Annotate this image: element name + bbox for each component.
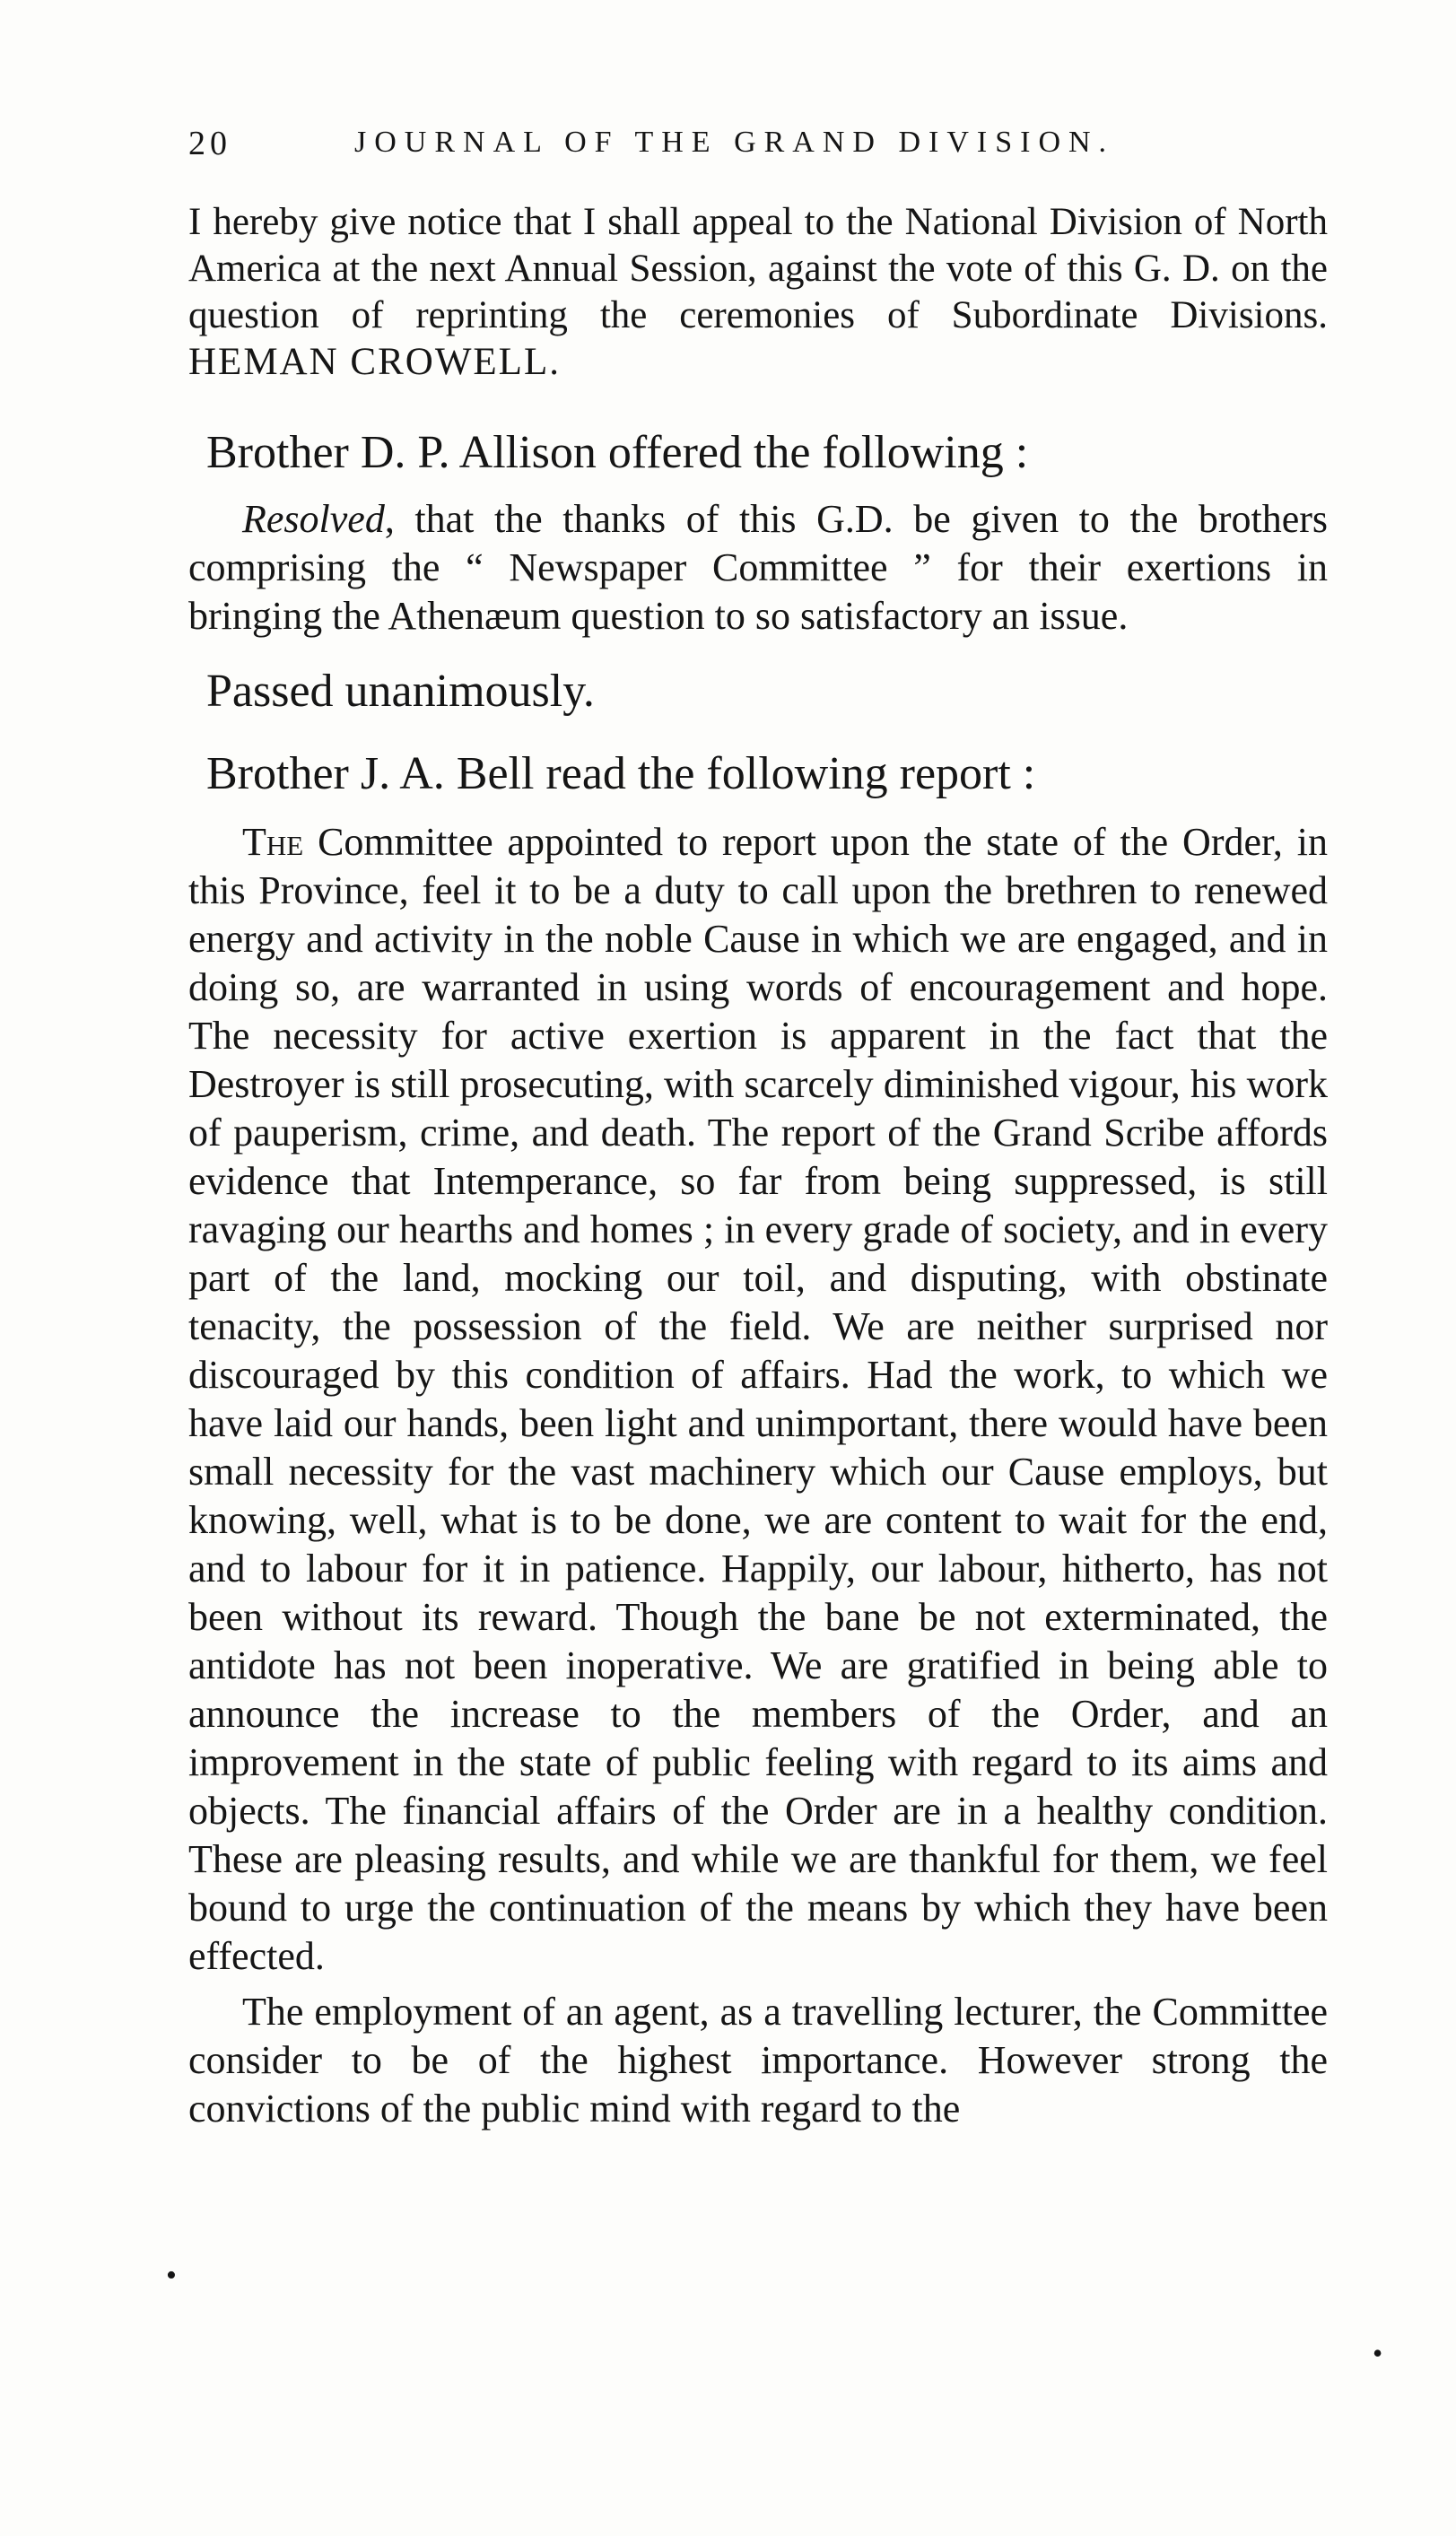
appeal-notice (188, 199, 1328, 386)
bell-heading: Brother J. A. Bell read the following report : (206, 748, 1036, 799)
corner-mark: • (1373, 2337, 1383, 2369)
notice-signature: HEMAN CROWELL. (188, 341, 561, 383)
resolved-word: Resolved (242, 497, 385, 541)
report-paragraph-2: The employment of an agent, as a travelling lecturer, the Committee consider to be of the highest importance. However strong the convictions of the public mind with regard to the (188, 1990, 1328, 2131)
appeal-notice-text: I hereby give notice that I shall appeal to the National Division of North America at the next Annual Session, against the vote of this G. D. on the question of reprinting the ceremonies of Subordinate Divisions. (188, 201, 1328, 336)
resolution-outcome: Passed unanimously. (206, 666, 595, 717)
margin-mark: • (166, 2259, 177, 2292)
page-number: 20 (188, 125, 231, 162)
resolution-text: , that the thanks of this G.D. be given to the brothers comprising the “ Newspaper Committee ” for their exertions in bringing the Athenæum question to so satisfactory an issue. (188, 497, 1328, 638)
text-column (188, 199, 1328, 2133)
page-header (188, 124, 1310, 178)
allison-resolution (188, 495, 1328, 641)
report-opening-word: The (242, 820, 304, 864)
allison-heading: Brother D. P. Allison offered the following : (206, 427, 1029, 478)
report-paragraph-1-text: Committee appointed to report upon the state of the Order, in this Province, feel it to be a duty to call upon the brethren to renewed energy and activity in the noble Cause in which we are engaged, and in doing so, are warranted in using words of encouragement and hope. The necessity for active exertion is apparent in the fact that the Destroyer is still prosecuting, with scarcely diminished vigour, his work of pauperism, crime, and death. The report of the Grand Scribe affords evidence that Intemperance, so far from being suppressed, is still ravaging our hearths and homes ; in every grade of society, and in every part of the land, mocking our toil, and disputing, with obstinate tenacity, the possession of the field. We are neither surprised nor discouraged by this condition of affairs. Had the work, to which we have laid our hands, been light and unimportant, there would have been small necessity for the vast machinery which our Cause employs, but knowing, well, what is to be done, we are content to wait for the end, and to labour for it in patience. Happily, our labour, hitherto, has not been without its reward. Though the bane be not exterminated, the antidote has not been inoperative. We are gratified in being able to announce the increase to the members of the Order, and an improvement in the state of public feeling with regard to its aims and objects. The financial affairs of the Order are in a healthy condition. These are pleasing results, and while we are thankful for them, we feel bound to urge the continuation of the means by which they have been effected. (188, 820, 1328, 1978)
running-head: JOURNAL OF THE GRAND DIVISION. (354, 126, 1115, 159)
report-paragraph-1 (188, 818, 1328, 1981)
